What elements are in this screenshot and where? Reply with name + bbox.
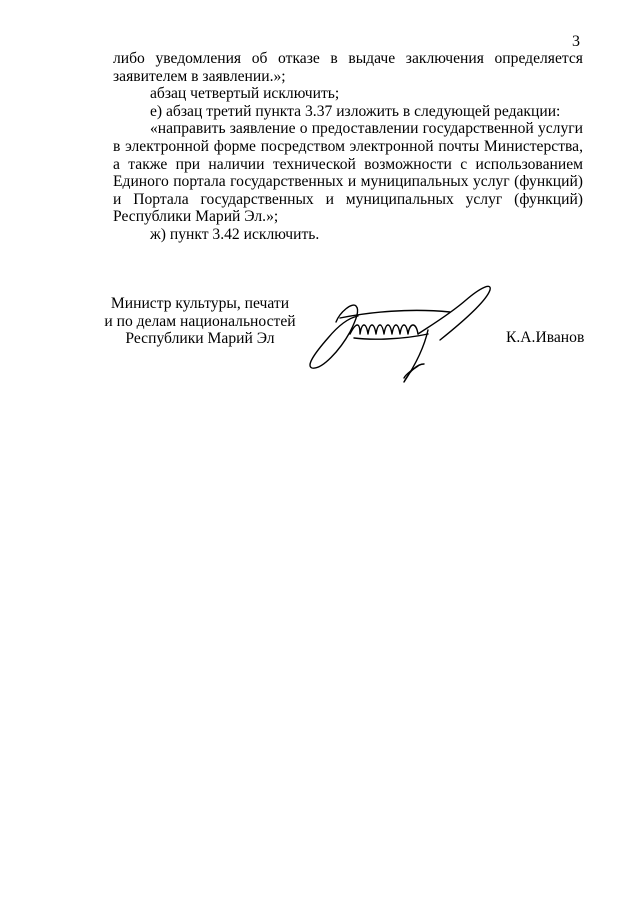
- paragraph: е) абзац третий пункта 3.37 изложить в следующей редакции:: [150, 102, 561, 120]
- signer-position: [100, 295, 300, 348]
- handwritten-signature: [300, 278, 520, 390]
- paragraph: ж) пункт 3.42 исключить.: [150, 225, 320, 243]
- position-line: Министр культуры, печати: [110, 295, 290, 312]
- page-number: 3: [572, 33, 580, 50]
- document-body: [113, 50, 583, 244]
- paragraph: «направить заявление о предоставлении государственной услуги в электронной форме посредством электронной почты Министерства, а также при наличии технической возможности с использованием Единого портала государственных и муниципальных услуг (функций) и Портала государственных и муниципальных услуг (функций) Республики Марий Эл.»;: [113, 120, 583, 226]
- position-line: и по делам национальностей: [104, 312, 296, 330]
- paragraph: либо уведомления об отказе в выдаче заключения определяется заявителем в заявлении.»;: [113, 50, 583, 85]
- paragraph: абзац четвертый исключить;: [150, 85, 340, 103]
- position-line: Республики Марий Эл: [125, 330, 275, 348]
- signer-name: К.А.Иванов: [506, 329, 585, 346]
